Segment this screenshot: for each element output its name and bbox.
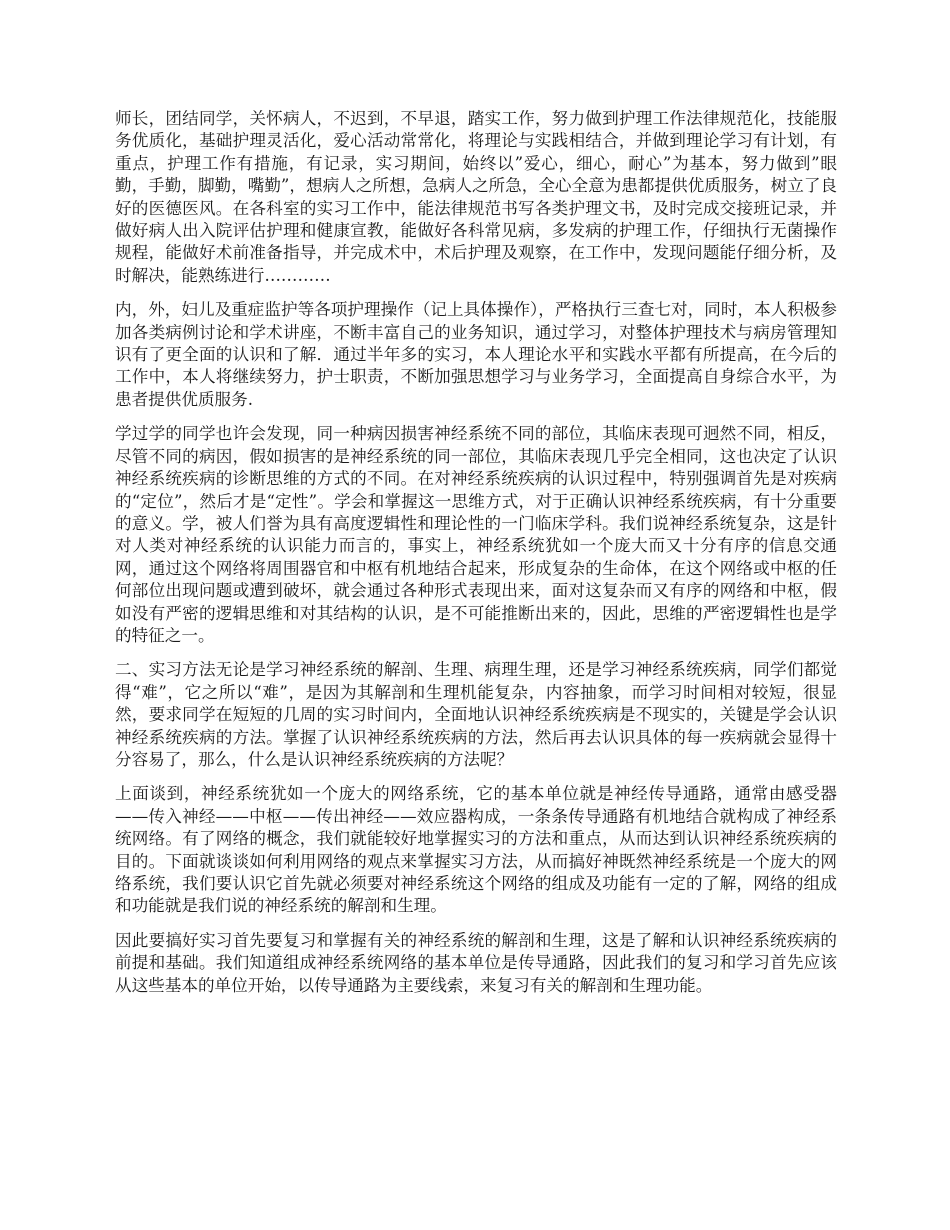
paragraph-2: 内，外，妇儿及重症监护等各项护理操作（记上具体操作），严格执行三查七对，同时，本人积极参加各类病例讨论和学术讲座，不断丰富自己的业务知识，通过学习，对整体护理技术与病房管理知识有了更全面的认识和了解．通过半年多的实习，本人理论水平和实践水平都有所提高，在今后的工作中，本人将继续努力，护士职责，不断加强思想学习与业务学习，全面提高自身综合水平，为患者提供优质服务. bbox=[115, 300, 837, 409]
paragraph-4: 二、实习方法无论是学习神经系统的解剖、生理、病理生理，还是学习神经系统疾病，同学们都觉得“难”，它之所以“难”，是因为其解剖和生理机能复杂，内容抽象，而学习时间相对较短，很显然，要求同学在短短的几周的实习时间内，全面地认识神经系统疾病是不现实的，关键是学会认识神经系统疾病的方法。掌握了认识神经系统疾病的方法，然后再去认识具体的每一疾病就会显得十分容易了，那么，什么是认识神经系统疾病的方法呢？ bbox=[115, 660, 837, 769]
document-body bbox=[115, 108, 837, 1009]
paragraph-1: 师长，团结同学，关怀病人，不迟到，不早退，踏实工作，努力做到护理工作法律规范化，技能服务优质化，基础护理灵活化，爱心活动常常化，将理论与实践相结合，并做到理论学习有计划，有重点，护理工作有措施，有记录，实习期间，始终以”爱心，细心，耐心”为基本，努力做到”眼勤，手勤，脚勤，嘴勤”，想病人之所想，急病人之所急，全心全意为患都提供优质服务，树立了良好的医德医风。在各科室的实习工作中，能法律规范书写各类护理文书，及时完成交接班记录，并做好病人出入院评估护理和健康宣教，能做好各科常见病，多发病的护理工作，仔细执行无菌操作规程，能做好术前准备指导，并完成术中，术后护理及观察，在工作中，发现问题能仔细分析，及时解决，能熟练进行………… bbox=[115, 109, 838, 285]
paragraph-3: 学过学的同学也许会发现，同一种病因损害神经系统不同的部位，其临床表现可迥然不同，相反，尽管不同的病因，假如损害的是神经系统的同一部位，其临床表现几乎完全相同，这也决定了认识神经系统疾病的诊断思维的方式的不同。在对神经系统疾病的认识过程中，特别强调首先是对疾病的“定位”，然后才是“定性”。学会和掌握这一思维方式，对于正确认识神经系统疾病，有十分重要的意义。学，被人们誉为具有高度逻辑性和理论性的一门临床学科。我们说神经系统复杂，这是针对人类对神经系统的认识能力而言的，事实上，神经系统犹如一个庞大而又十分有序的信息交通网，通过这个网络将周围器官和中枢有机地结合起来，形成复杂的生命体，在这个网络或中枢的任何部位出现问题或遭到破坏，就会通过各种形式表现出来，面对这复杂而又有序的网络和中枢，假如没有严密的逻辑思维和对其结构的认识，是不可能推断出来的，因此，思维的严密逻辑性也是学的特征之一。 bbox=[115, 424, 837, 645]
paragraph-6: 因此要搞好实习首先要复习和掌握有关的神经系统的解剖和生理，这是了解和认识神经系统疾病的前提和基础。我们知道组成神经系统网络的基本单位是传导通路，因此我们的复习和学习首先应该从这些基本的单位开始，以传导通路为主要线索，来复习有关的解剖和生理功能。 bbox=[115, 930, 837, 995]
paragraph-5: 上面谈到，神经系统犹如一个庞大的网络系统，它的基本单位就是神经传导通路，通常由感受器——传入神经——中枢——传出神经——效应器构成，一条条传导通路有机地结合就构成了神经系统网络。有了网络的概念，我们就能较好地掌握实习的方法和重点，从而达到认识神经系统疾病的目的。下面就谈谈如何利用网络的观点来掌握实习方法，从而搞好神既然神经系统是一个庞大的网络系统，我们要认识它首先就必须要对神经系统这个网络的组成及功能有一定的了解，网络的组成和功能就是我们说的神经系统的解剖和生理。 bbox=[115, 784, 837, 916]
